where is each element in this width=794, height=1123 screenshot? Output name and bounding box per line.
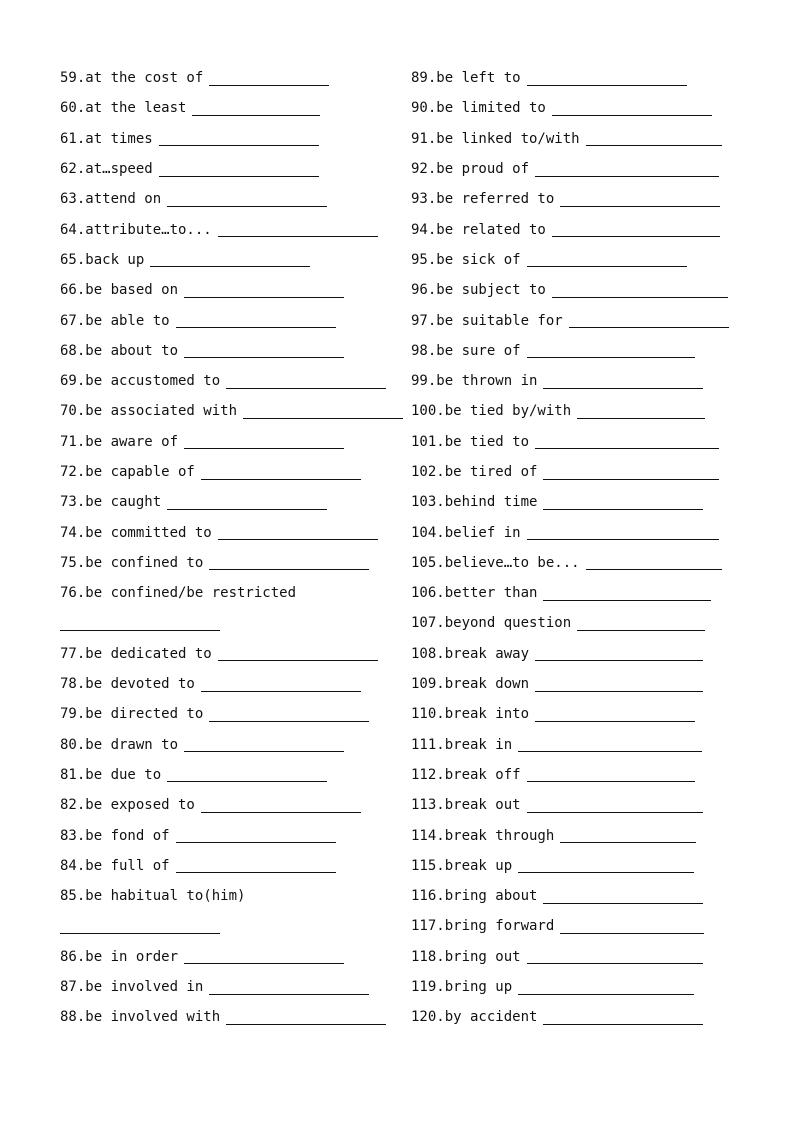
phrase-item	[411, 760, 731, 790]
answer-blank[interactable]	[527, 525, 719, 540]
phrase-text: 116.bring about	[411, 888, 538, 905]
phrase-item	[411, 942, 731, 972]
phrase-item	[60, 457, 390, 487]
phrase-text: 78.be devoted to	[60, 676, 195, 693]
phrase-item	[411, 214, 731, 244]
answer-blank[interactable]	[577, 616, 705, 631]
phrase-text: 80.be drawn to	[60, 736, 179, 753]
phrase-text: 95.be sick of	[411, 251, 521, 268]
right-column	[411, 63, 731, 1033]
phrase-text: 69.be accustomed to	[60, 373, 221, 390]
answer-blank[interactable]	[243, 404, 403, 419]
phrase-text: 74.be committed to	[60, 524, 212, 541]
phrase-item	[60, 93, 390, 123]
answer-blank[interactable]	[535, 162, 719, 177]
answer-blank[interactable]	[184, 737, 344, 752]
phrase-text: 73.be caught	[60, 494, 162, 511]
answer-blank[interactable]	[209, 707, 369, 722]
phrase-item	[60, 881, 390, 911]
phrase-item	[60, 517, 390, 547]
phrase-text: 86.be in order	[60, 948, 179, 965]
answer-blank[interactable]	[218, 525, 378, 540]
phrase-text: 107.beyond question	[411, 615, 572, 632]
phrase-text: 75.be confined to	[60, 554, 204, 571]
phrase-text: 89.be left to	[411, 70, 521, 87]
phrase-text: 59.at the cost of	[60, 70, 204, 87]
answer-blank[interactable]	[192, 101, 320, 116]
answer-blank[interactable]	[201, 465, 361, 480]
phrase-text: 106.better than	[411, 585, 538, 602]
phrase-text: 70.be associated with	[60, 403, 238, 420]
phrase-item	[411, 820, 731, 850]
phrase-text: 100.be tied by/with	[411, 403, 572, 420]
phrase-item	[60, 942, 390, 972]
phrase-item	[60, 63, 390, 93]
answer-blank[interactable]	[535, 434, 719, 449]
answer-blank[interactable]	[543, 495, 703, 510]
answer-blank[interactable]	[218, 646, 378, 661]
phrase-item	[411, 851, 731, 881]
phrase-text: 68.be about to	[60, 342, 179, 359]
phrase-item	[60, 730, 390, 760]
phrase-item	[411, 457, 731, 487]
answer-blank[interactable]	[518, 858, 694, 873]
answer-blank[interactable]	[577, 404, 705, 419]
phrase-item	[60, 396, 390, 426]
phrase-item	[60, 184, 390, 214]
phrase-item	[411, 427, 731, 457]
answer-blank[interactable]	[560, 192, 720, 207]
phrase-text: 82.be exposed to	[60, 797, 195, 814]
phrase-item	[60, 305, 390, 335]
phrase-text: 62.at…speed	[60, 161, 153, 178]
phrase-item	[60, 972, 390, 1002]
phrase-text: 103.behind time	[411, 494, 538, 511]
phrase-text: 97.be suitable for	[411, 312, 563, 329]
answer-blank[interactable]	[150, 252, 310, 267]
phrase-text: 99.be thrown in	[411, 373, 538, 390]
phrase-item	[60, 548, 390, 578]
answer-blank[interactable]	[184, 434, 344, 449]
answer-blank[interactable]	[176, 313, 336, 328]
phrase-item	[411, 578, 731, 608]
answer-blank[interactable]	[167, 767, 327, 782]
phrase-text: 115.break up	[411, 857, 513, 874]
phrase-text: 76.be confined/be restricted	[60, 585, 297, 602]
phrase-item	[411, 305, 731, 335]
phrase-item	[60, 275, 390, 305]
phrase-item	[411, 517, 731, 547]
answer-blank[interactable]	[159, 131, 319, 146]
phrase-item	[411, 154, 731, 184]
phrase-item	[60, 427, 390, 457]
phrase-item	[60, 487, 390, 517]
phrase-text: 119.bring up	[411, 979, 513, 996]
answer-blank[interactable]	[560, 919, 704, 934]
answer-blank[interactable]	[543, 374, 703, 389]
phrase-item	[60, 1002, 390, 1032]
phrase-text: 105.believe…to be...	[411, 554, 580, 571]
phrase-text: 77.be dedicated to	[60, 645, 212, 662]
phrase-item	[411, 275, 731, 305]
phrase-text: 66.be based on	[60, 282, 179, 299]
answer-blank[interactable]	[560, 828, 696, 843]
answer-blank[interactable]	[201, 798, 361, 813]
answer-blank[interactable]	[527, 71, 687, 86]
phrase-text: 87.be involved in	[60, 979, 204, 996]
phrase-text: 81.be due to	[60, 766, 162, 783]
answer-blank[interactable]	[184, 283, 344, 298]
phrase-text: 84.be full of	[60, 857, 170, 874]
answer-blank[interactable]	[543, 1010, 703, 1025]
answer-blank[interactable]	[552, 222, 720, 237]
answer-blank[interactable]	[209, 71, 329, 86]
phrase-text: 96.be subject to	[411, 282, 546, 299]
phrase-item	[60, 760, 390, 790]
answer-blank[interactable]	[543, 889, 703, 904]
phrase-item	[60, 851, 390, 881]
answer-blank[interactable]	[527, 343, 695, 358]
answer-blank[interactable]	[527, 767, 695, 782]
phrase-item	[411, 124, 731, 154]
phrase-text: 71.be aware of	[60, 433, 179, 450]
phrase-item	[60, 639, 390, 669]
phrase-text: 65.back up	[60, 251, 145, 268]
phrase-text: 102.be tired of	[411, 464, 538, 480]
answer-blank[interactable]	[167, 192, 327, 207]
phrase-item	[411, 487, 731, 517]
answer-blank[interactable]	[543, 465, 719, 480]
answer-blank[interactable]	[176, 828, 336, 843]
answer-blank[interactable]	[527, 252, 687, 267]
phrase-item	[60, 608, 390, 638]
answer-blank[interactable]	[518, 737, 702, 752]
answer-blank[interactable]	[209, 555, 369, 570]
answer-blank[interactable]	[184, 949, 344, 964]
phrase-item	[411, 336, 731, 366]
answer-blank[interactable]	[201, 677, 361, 692]
answer-blank[interactable]	[209, 980, 369, 995]
phrase-text: 112.break off	[411, 766, 521, 783]
phrase-item	[411, 93, 731, 123]
phrase-text: 101.be tied to	[411, 433, 530, 450]
phrase-item	[60, 911, 390, 941]
phrase-text: 85.be habitual to(him)	[60, 888, 246, 905]
phrase-text: 90.be limited to	[411, 100, 546, 117]
answer-blank[interactable]	[184, 343, 344, 358]
phrase-text: 114.break through	[411, 827, 555, 844]
phrase-item	[411, 366, 731, 396]
answer-blank[interactable]	[552, 101, 712, 116]
phrase-text: 120.by accident	[411, 1009, 538, 1026]
phrase-item	[60, 669, 390, 699]
phrase-item	[60, 214, 390, 244]
phrase-item	[411, 911, 731, 941]
answer-blank[interactable]	[527, 949, 703, 964]
phrase-text: 61.at times	[60, 130, 153, 147]
phrase-item	[60, 154, 390, 184]
phrase-text: 98.be sure of	[411, 342, 521, 359]
answer-blank[interactable]	[527, 798, 703, 813]
answer-blank[interactable]	[569, 313, 729, 328]
phrase-item	[411, 790, 731, 820]
phrase-item	[411, 1002, 731, 1032]
phrase-item	[60, 245, 390, 275]
phrase-text: 83.be fond of	[60, 827, 170, 844]
answer-blank[interactable]	[535, 646, 703, 661]
phrase-text: 67.be able to	[60, 312, 170, 329]
answer-blank[interactable]	[226, 374, 386, 389]
answer-blank[interactable]	[60, 616, 220, 631]
left-column	[60, 63, 390, 1033]
answer-blank[interactable]	[159, 162, 319, 177]
phrase-item	[60, 336, 390, 366]
phrase-item	[411, 245, 731, 275]
answer-blank[interactable]	[586, 131, 722, 146]
phrase-text: 79.be directed to	[60, 706, 204, 723]
phrase-item	[411, 396, 731, 426]
phrase-item	[60, 124, 390, 154]
answer-blank[interactable]	[60, 919, 220, 934]
phrase-item	[60, 578, 390, 608]
phrase-item	[411, 669, 731, 699]
phrase-item	[60, 820, 390, 850]
phrase-text: 63.attend on	[60, 191, 162, 208]
phrase-text: 117.bring forward	[411, 918, 555, 935]
phrase-item	[411, 639, 731, 669]
answer-blank[interactable]	[518, 980, 694, 995]
phrase-text: 118.bring out	[411, 948, 521, 965]
phrase-item	[60, 366, 390, 396]
answer-blank[interactable]	[535, 677, 703, 692]
answer-blank[interactable]	[218, 222, 378, 237]
phrase-item	[411, 972, 731, 1002]
phrase-item	[411, 184, 731, 214]
phrase-item	[60, 790, 390, 820]
phrase-item	[411, 608, 731, 638]
phrase-text: 104.belief in	[411, 524, 521, 541]
answer-blank[interactable]	[167, 495, 327, 510]
phrase-item	[60, 699, 390, 729]
phrase-item	[411, 63, 731, 93]
phrase-text: 91.be linked to/with	[411, 130, 580, 147]
phrase-text: 113.break out	[411, 797, 521, 814]
phrase-item	[411, 730, 731, 760]
phrase-text: 60.at the least	[60, 100, 187, 117]
phrase-item	[411, 881, 731, 911]
answer-blank[interactable]	[226, 1010, 386, 1025]
phrase-text: 72.be capable of	[60, 464, 195, 480]
phrase-text: 93.be referred to	[411, 191, 555, 208]
phrase-text: 94.be related to	[411, 221, 546, 238]
phrase-text: 109.break down	[411, 676, 530, 693]
answer-blank[interactable]	[535, 707, 695, 722]
answer-blank[interactable]	[586, 555, 722, 570]
phrase-text: 92.be proud of	[411, 161, 530, 178]
answer-blank[interactable]	[543, 586, 711, 601]
phrase-text: 110.break into	[411, 706, 530, 723]
phrase-item	[411, 699, 731, 729]
answer-blank[interactable]	[176, 858, 336, 873]
phrase-text: 108.break away	[411, 645, 530, 662]
phrase-item	[411, 548, 731, 578]
phrase-text: 111.break in	[411, 736, 513, 753]
phrase-text: 64.attribute…to...	[60, 221, 212, 238]
answer-blank[interactable]	[552, 283, 728, 298]
phrase-text: 88.be involved with	[60, 1009, 221, 1026]
